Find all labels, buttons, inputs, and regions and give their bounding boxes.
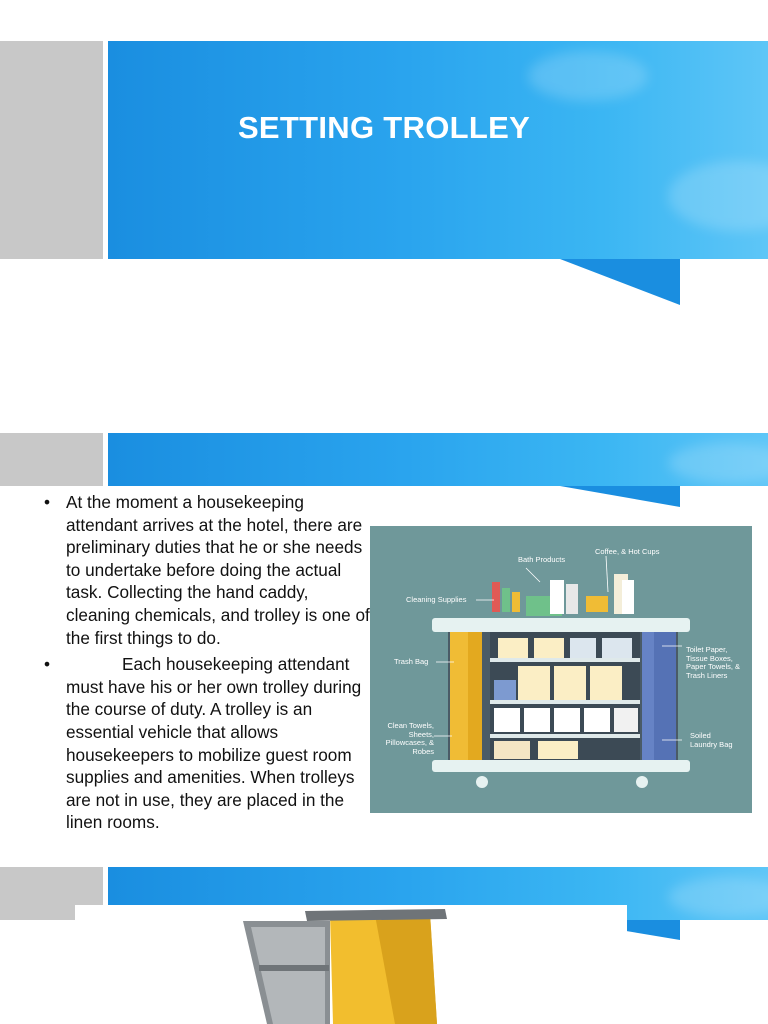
- trolley-infographic: [370, 526, 752, 813]
- label-clean-towels: Clean Towels, Sheets, Pillowcases, & Robes: [385, 721, 434, 756]
- bullet-marker: •: [44, 654, 51, 675]
- label-soiled-laundry: Soiled Laundry Bag: [690, 731, 733, 749]
- bullet-text: Each housekeeping attendant must have his or her own trolley during the course of duty. A trolley is an essential vehicle that allows housekeepers to mobilize guest room supplies and amenities. When trolleys are not in use, they are placed in the linen rooms.: [66, 654, 362, 833]
- trolley-photo: [75, 905, 627, 1024]
- trolley-photo-area: [75, 905, 627, 1024]
- label-toilet-paper: Toilet Paper, Tissue Boxes, Paper Towels, & Trash Liners: [686, 645, 741, 680]
- label-bath-products: Bath Products: [518, 555, 566, 564]
- bullet-list: [40, 491, 372, 838]
- bullet-item: [40, 491, 372, 649]
- banner-callout-tail: [0, 0, 768, 420]
- label-cleaning-supplies: Cleaning Supplies: [406, 595, 467, 604]
- bullet-item: [40, 653, 372, 834]
- label-trash-bag: Trash Bag: [394, 657, 429, 666]
- bullet-marker: •: [44, 492, 51, 512]
- label-coffee: Coffee, & Hot Cups: [595, 547, 660, 556]
- slide-title: [0, 0, 768, 420]
- slide-title-text: SETTING TROLLEY: [237, 110, 531, 145]
- bullet-text: At the moment a housekeeping attendant arrives at the hotel, there are preliminary duties that he or she needs to undertake before doing the actual task. Collecting the hand caddy, cleaning chemicals, and trolley is one of the first things to do.: [66, 492, 370, 648]
